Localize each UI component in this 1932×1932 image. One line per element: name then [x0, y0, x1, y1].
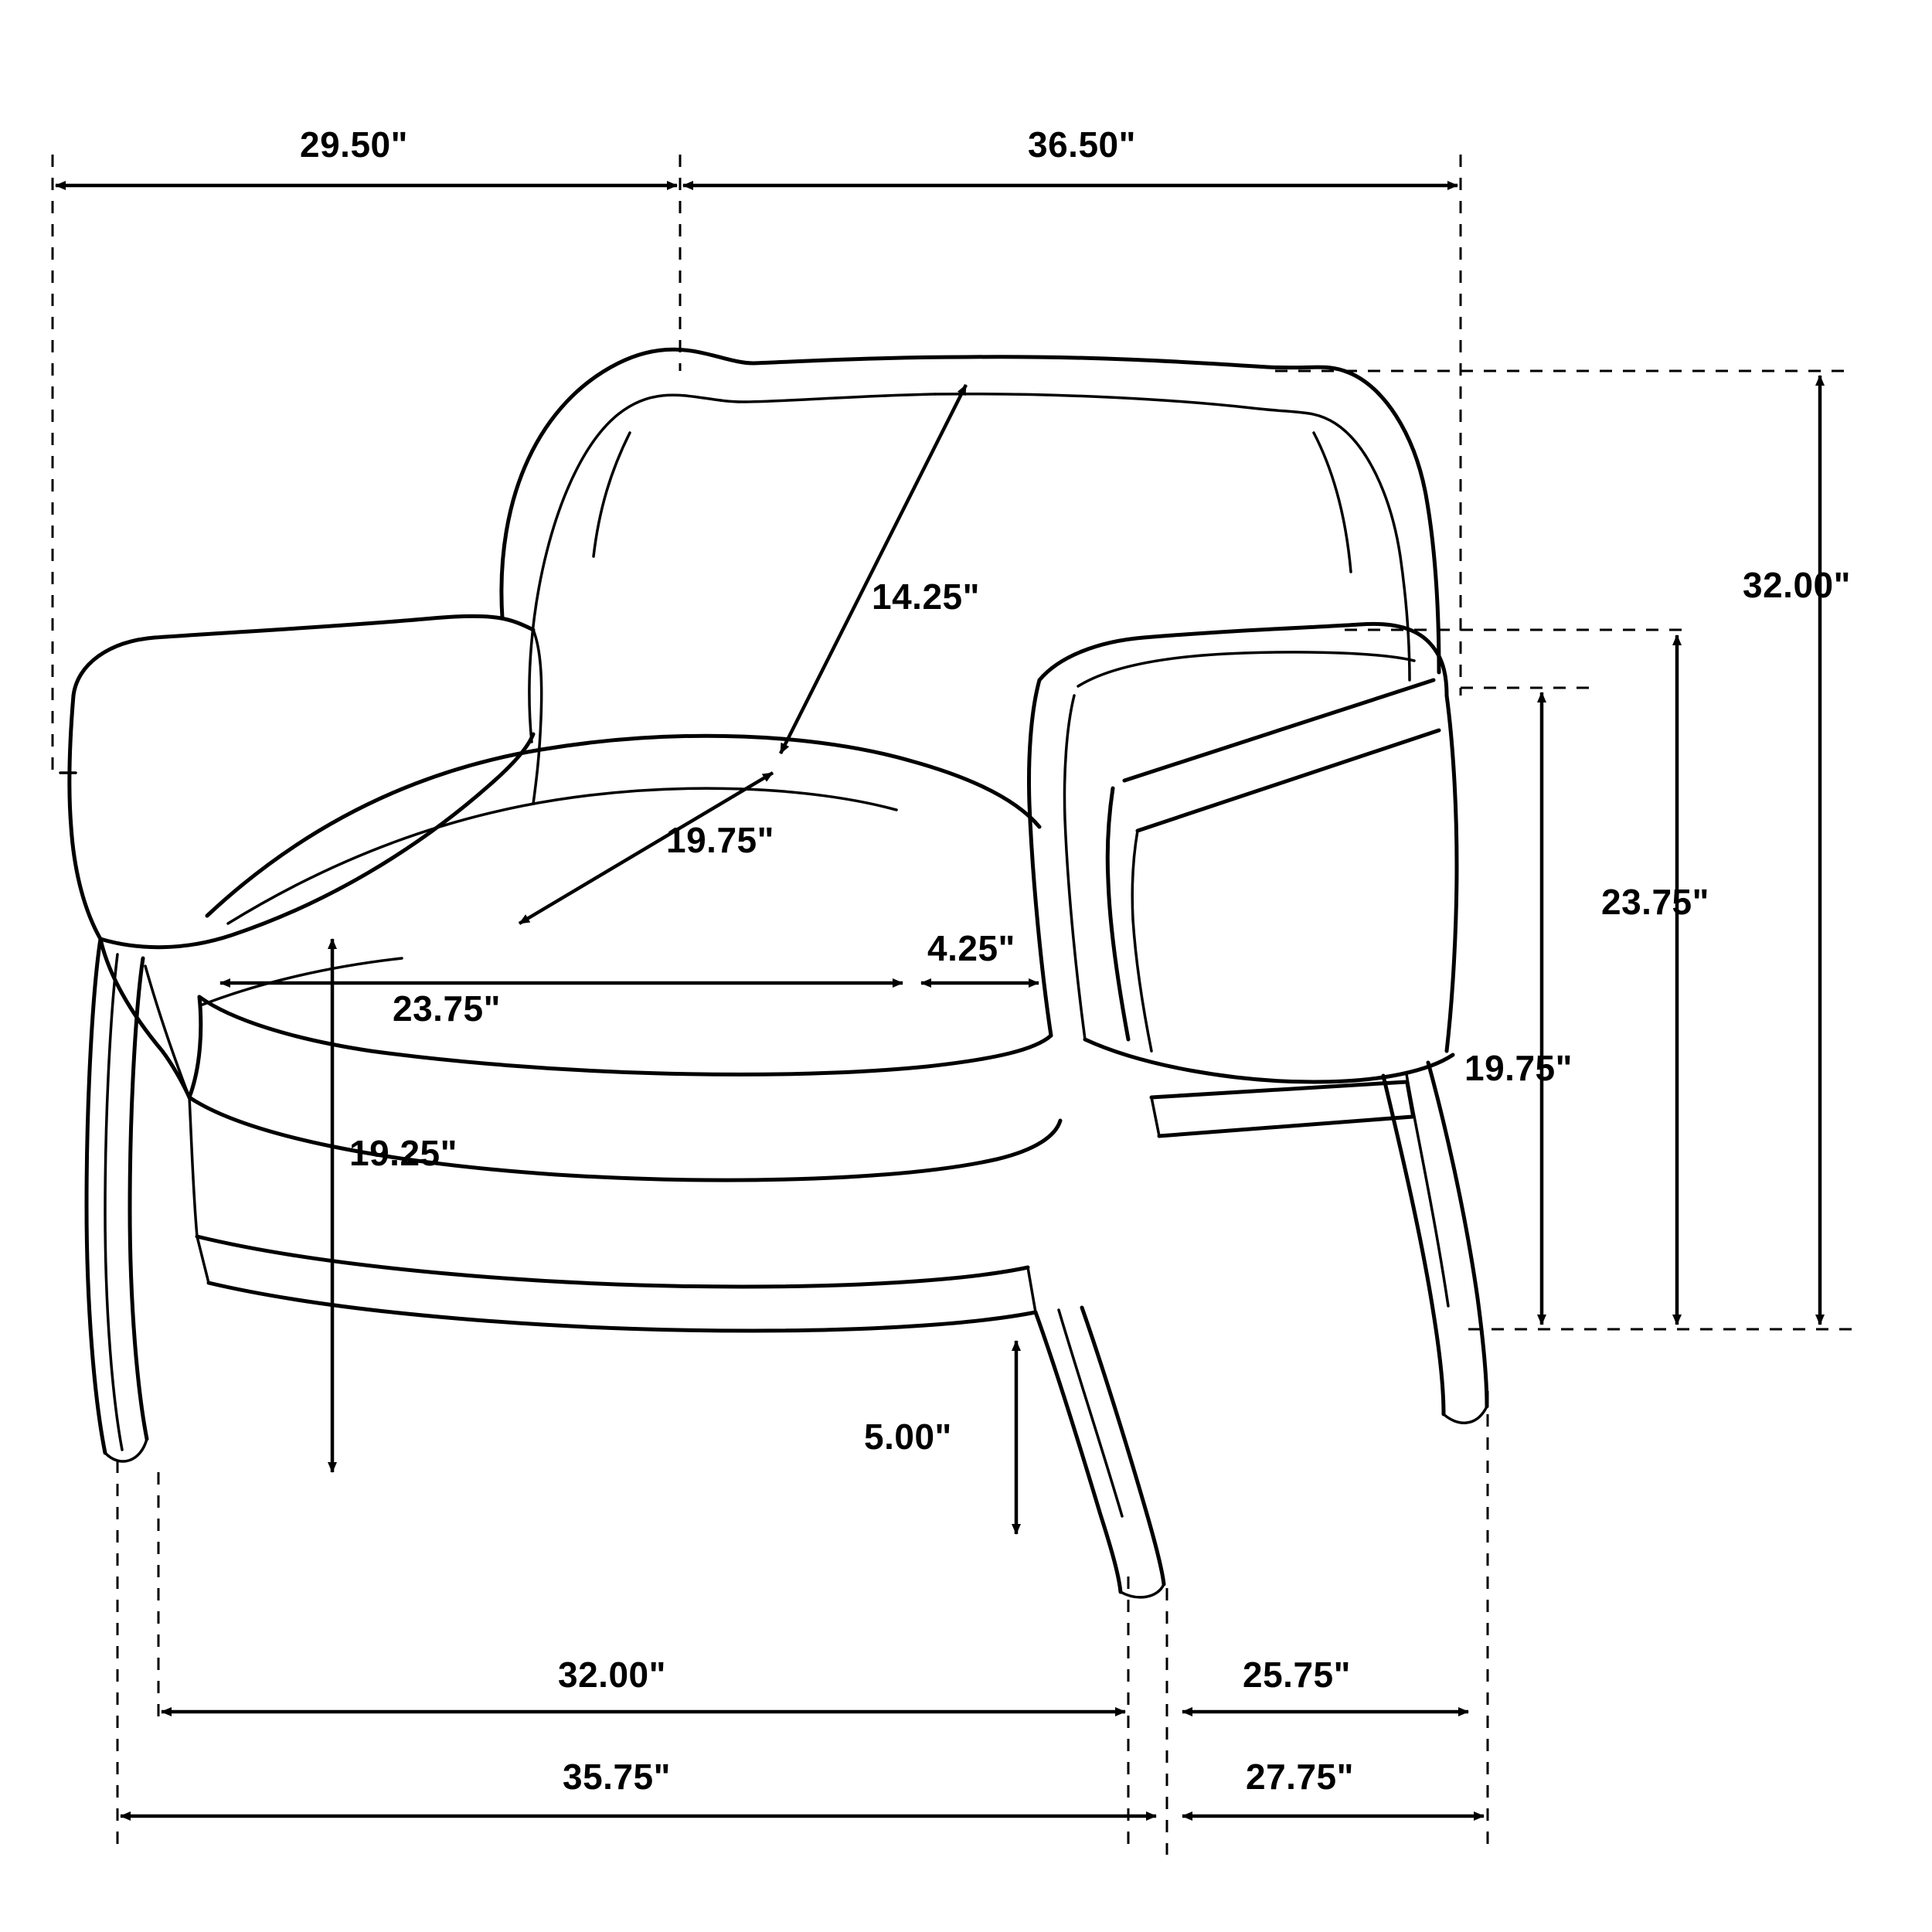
dim-label-back-cushion-depth: 14.25"	[872, 577, 980, 617]
dim-label-floor-clearance: 5.00"	[864, 1417, 952, 1457]
dim-label-arm-to-seat-height: 23.75"	[1601, 882, 1709, 922]
dim-label-inner-width: 32.00"	[558, 1655, 666, 1695]
dim-label-seat-to-floor: 19.25"	[349, 1133, 457, 1173]
chair-body-outline	[60, 349, 1487, 1597]
dim-label-top-left-width: 29.50"	[300, 124, 408, 165]
dim-label-inner-depth: 25.75"	[1243, 1655, 1351, 1695]
dimension-lines	[53, 155, 1855, 1855]
dim-label-arm-height: 19.75"	[1464, 1048, 1573, 1088]
dim-label-overall-height: 32.00"	[1743, 565, 1851, 605]
dim-label-seat-depth: 19.75"	[666, 820, 774, 860]
dim-label-top-right-width: 36.50"	[1028, 124, 1136, 165]
dim-label-overall-width: 35.75"	[563, 1757, 671, 1797]
dim-label-arm-width: 4.25"	[927, 928, 1015, 968]
dim-label-overall-depth: 27.75"	[1246, 1757, 1354, 1797]
dim-label-seat-width: 23.75"	[393, 988, 501, 1029]
